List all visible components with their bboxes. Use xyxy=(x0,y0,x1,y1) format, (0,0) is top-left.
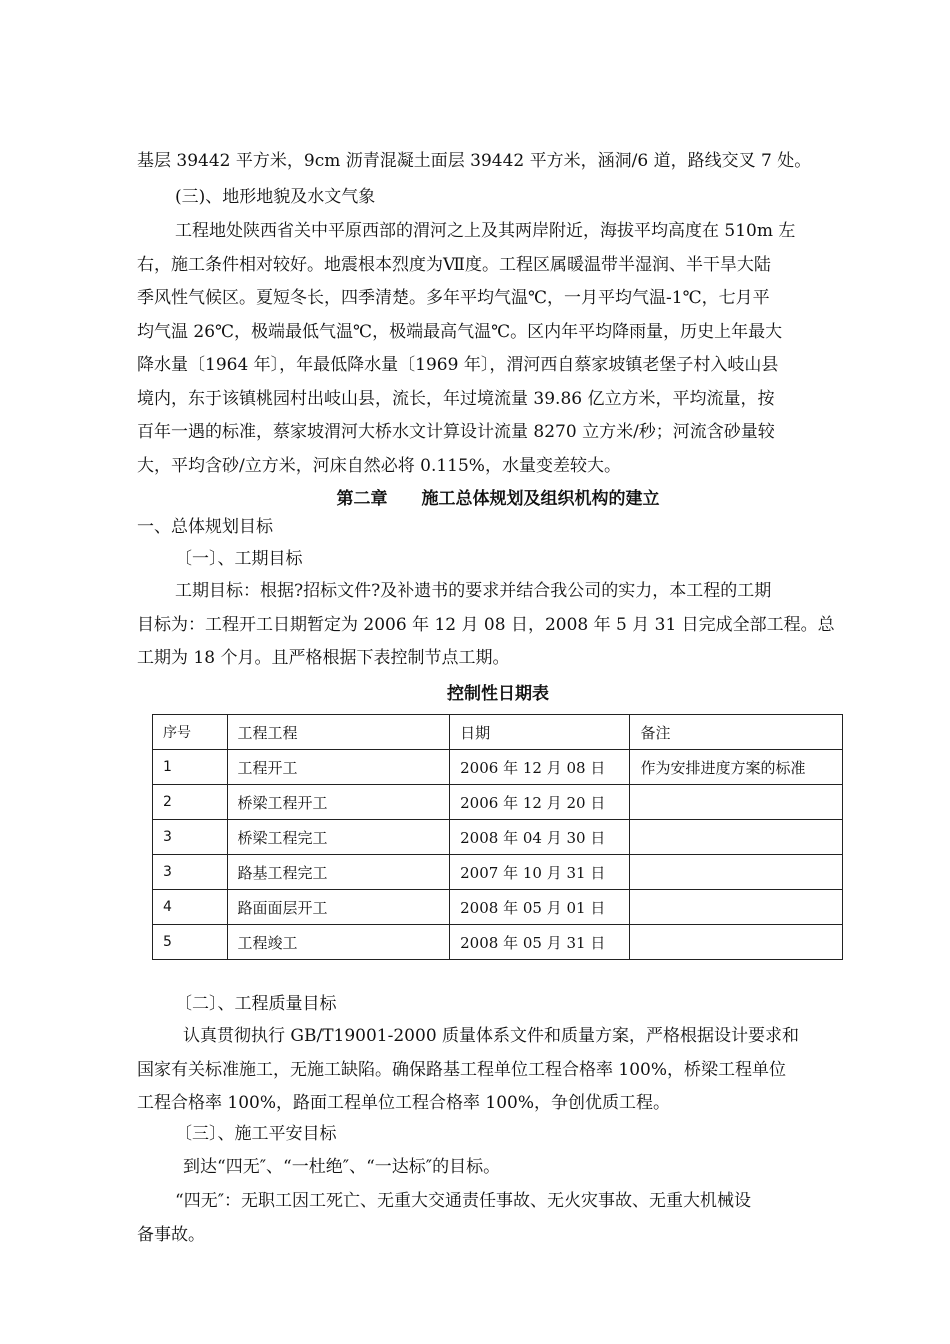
header-cell: 序号 xyxy=(153,715,228,750)
subsection-title-quality: 〔二〕、工程质量目标 xyxy=(175,994,337,1014)
paragraph-terrain xyxy=(137,215,859,483)
text-line: 到达“四无″、“一杜绝″、“一达标″的目标。 xyxy=(183,1157,501,1177)
text-line: 目标为：工程开工日期暂定为 2006 年 12 月 08 日，2008 年 5 月 31 日完成全部工程。总 xyxy=(137,614,835,635)
table-cell: 3 xyxy=(153,855,228,890)
table-cell: 桥梁工程完工 xyxy=(227,820,450,855)
text-line: 降水量〔1964 年〕，年最低降水量〔1969 年〕，渭河西自蔡家坡镇老堡子村入岐山县 xyxy=(137,355,779,375)
table-cell: 路基工程完工 xyxy=(227,855,450,890)
text-line: 工程合格率 100%，路面工程单位工程合格率 100%，争创优质工程。 xyxy=(137,1093,671,1113)
paragraph-scope xyxy=(137,145,859,179)
section-title-terrain: (三)、地形地貌及水文气象 xyxy=(175,187,376,207)
text-line: 大，平均含砂/立方米，河床自然必将 0.115%，水量变差较大。 xyxy=(137,455,621,476)
table-cell xyxy=(630,785,843,820)
text-line: 季风性气候区。夏短冬长，四季清楚。多年平均气温℃，一月平均气温-1℃，七月平 xyxy=(137,288,770,308)
table-cell: 5 xyxy=(153,925,228,960)
text-line: 备事故。 xyxy=(137,1224,205,1245)
subsection-title-schedule: 〔一〕、工期目标 xyxy=(175,549,303,569)
header-cell: 日期 xyxy=(450,715,630,750)
header-cell: 备注 xyxy=(630,715,843,750)
subsection-title-safety: 〔三〕、施工平安目标 xyxy=(175,1124,337,1144)
text-line: 右，施工条件相对较好。地震根本烈度为Ⅶ度。工程区属暖温带半湿润、半干旱大陆 xyxy=(137,254,771,275)
table-row xyxy=(153,890,843,925)
table-cell: 2006 年 12 月 08 日 xyxy=(450,750,630,785)
table-cell: 2 xyxy=(153,785,228,820)
text-line: 基层 39442 平方米，9cm 沥青混凝土面层 39442 平方米，涵洞/6 道，路线交叉 7 处。 xyxy=(137,151,812,171)
table-header-row xyxy=(153,715,843,750)
chapter-title: 第二章 施工总体规划及组织机构的建立 xyxy=(336,489,660,509)
table-cell: 桥梁工程开工 xyxy=(227,785,450,820)
table-cell: 2008 年 05 月 31 日 xyxy=(450,925,630,960)
table-cell: 工程开工 xyxy=(227,750,450,785)
table-cell: 1 xyxy=(153,750,228,785)
table-row xyxy=(153,925,843,960)
text-line: 境内，东于该镇桃园村出岐山县，流长，年过境流量 39.86 亿立方米，平均流量，按 xyxy=(137,388,775,409)
text-line: 均气温 26℃，极端最低气温℃，极端最高气温℃。区内年平均降雨量，历史上年最大 xyxy=(137,321,783,342)
table-row xyxy=(153,820,843,855)
section-title-planning: 一、总体规划目标 xyxy=(137,517,273,537)
table-title: 控制性日期表 xyxy=(447,684,549,704)
paragraph-safety-goal xyxy=(137,1151,859,1185)
text-line: “四无″：无职工因工死亡、无重大交通责任事故、无火灾事故、无重大机械设 xyxy=(175,1191,752,1211)
text-line: 工程地处陕西省关中平原西部的渭河之上及其两岸附近，海拔平均高度在 510m 左 xyxy=(175,221,796,241)
text-line: 百年一遇的标准，蔡家坡渭河大桥水文计算设计流量 8270 立方米/秒；河流含砂量较 xyxy=(137,422,775,442)
schedule-table xyxy=(152,714,843,960)
table-cell: 4 xyxy=(153,890,228,925)
text-line: 国家有关标准施工，无施工缺陷。确保路基工程单位工程合格率 100%，桥梁工程单位 xyxy=(137,1059,787,1080)
table-cell: 路面面层开工 xyxy=(227,890,450,925)
paragraph-quality xyxy=(137,1020,859,1121)
table-row xyxy=(153,750,843,785)
table-cell xyxy=(630,820,843,855)
table-cell: 2006 年 12 月 20 日 xyxy=(450,785,630,820)
table-cell xyxy=(630,890,843,925)
text-line: 工期为 18 个月。且严格根据下表控制节点工期。 xyxy=(137,648,510,668)
paragraph-schedule xyxy=(137,575,859,676)
table-cell: 工程竣工 xyxy=(227,925,450,960)
table-cell xyxy=(630,855,843,890)
text-line: 工期目标：根据?招标文件?及补遗书的要求并结合我公司的实力，本工程的工期 xyxy=(175,581,772,601)
paragraph-four-none xyxy=(137,1185,859,1252)
table-cell xyxy=(630,925,843,960)
table-row xyxy=(153,785,843,820)
table-cell: 作为安排进度方案的标准 xyxy=(630,750,843,785)
text-line: 认真贯彻执行 GB/T19001-2000 质量体系文件和质量方案，严格根据设计要求和 xyxy=(183,1026,800,1046)
header-cell: 工程工程 xyxy=(227,715,450,750)
table-cell: 2008 年 04 月 30 日 xyxy=(450,820,630,855)
table-cell: 3 xyxy=(153,820,228,855)
table-cell: 2007 年 10 月 31 日 xyxy=(450,855,630,890)
table-row xyxy=(153,855,843,890)
table-cell: 2008 年 05 月 01 日 xyxy=(450,890,630,925)
